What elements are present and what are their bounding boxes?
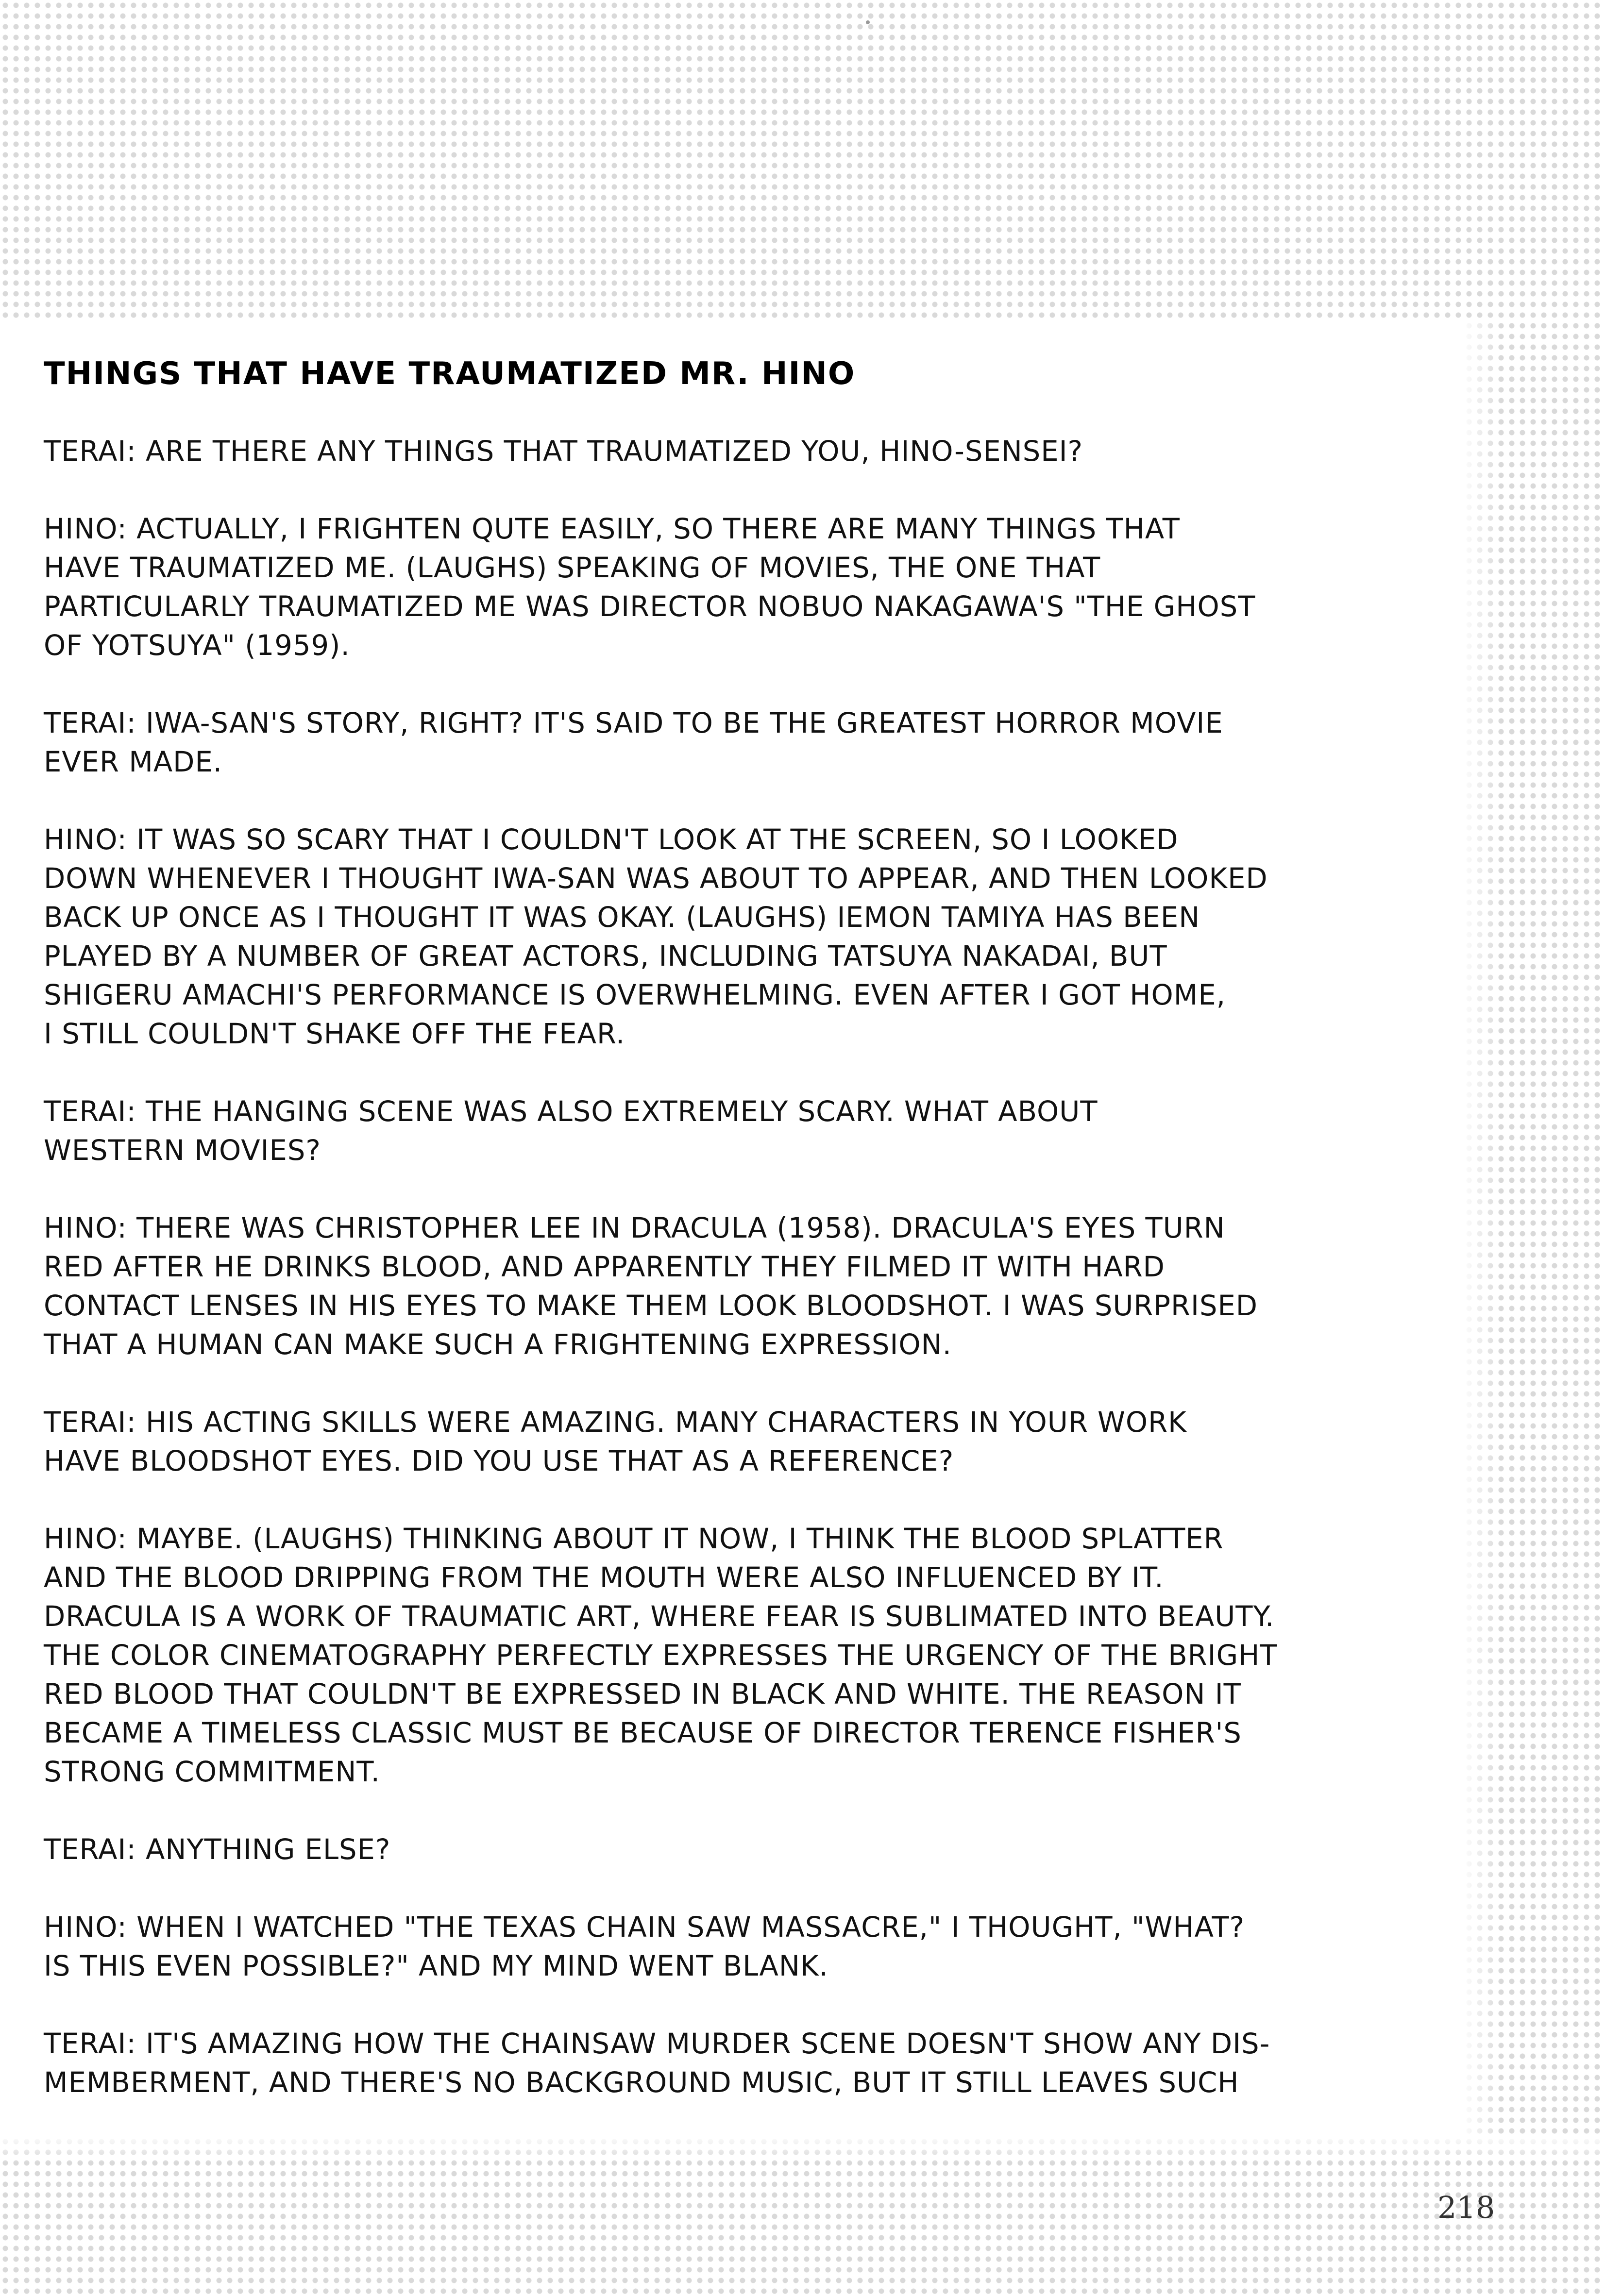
paragraph-hino-4: HINO: MAYBE. (LAUGHS) THINKING ABOUT IT NOW, I THINK THE BLOOD SPLATTER AND THE BLOOD DRIPPING FROM THE MOUTH WERE ALSO INFLUENCED BY IT. DRACULA IS A WORK OF TRAUMATIC ART, WHERE FEAR IS SUBLIMATED INTO BEAUTY. THE COLOR CINEMATOGRAPHY PERFECTLY EXPRESSES THE URGENCY OF THE BRIGHT RED BLOOD THAT COULDN'T BE EXPRESSED IN BLACK AND WHITE. THE REASON IT BECAME A TIMELESS CLASSIC MUST BE BECAUSE OF DIRECTOR TERENCE FISHER'S STRONG COMMITMENT. bbox=[44, 1523, 1278, 1788]
paragraph-terai-6: TERAI: IT'S AMAZING HOW THE CHAINSAW MURDER SCENE DOESN'T SHOW ANY DIS- MEMBERMENT, AND THERE'S NO BACKGROUND MUSIC, BUT IT STILL LEAVES SUCH bbox=[44, 2028, 1270, 2099]
paragraph-hino-3: HINO: THERE WAS CHRISTOPHER LEE IN DRACULA (1958). DRACULA'S EYES TURN RED AFTER HE DRINKS BLOOD, AND APPARENTLY THEY FILMED IT WITH HARD CONTACT LENSES IN HIS EYES TO MAKE THEM LOOK BLOODSHOT. I WAS SURPRISED THAT A HUMAN CAN MAKE SUCH A FRIGHTENING EXPRESSION. bbox=[44, 1212, 1258, 1361]
page-number: 218 bbox=[1437, 2190, 1495, 2225]
paragraph-terai-2: TERAI: IWA-SAN'S STORY, RIGHT? IT'S SAID TO BE THE GREATEST HORROR MOVIE EVER MADE. bbox=[44, 707, 1223, 778]
paragraph-hino-2: HINO: IT WAS SO SCARY THAT I COULDN'T LOOK AT THE SCREEN, SO I LOOKED DOWN WHENEVER I THOUGHT IWA-SAN WAS ABOUT TO APPEAR, AND THEN LOOKED BACK UP ONCE AS I THOUGHT IT WAS OKAY. (LAUGHS) IEMON TAMIYA HAS BEEN PLAYED BY A NUMBER OF GREAT ACTORS, INCLUDING TATSUYA NAKADAI, BUT SHIGERU AMACHI'S PERFORMANCE IS OVERWHELMING. EVEN AFTER I GOT HOME, I STILL COULDN'T SHAKE OFF THE FEAR. bbox=[44, 823, 1268, 1050]
paragraph-hino-1: HINO: ACTUALLY, I FRIGHTEN QUTE EASILY, SO THERE ARE MANY THINGS THAT HAVE TRAUMATIZED ME. (LAUGHS) SPEAKING OF MOVIES, THE ONE THAT PARTICULARLY TRAUMATIZED ME WAS DIRECTOR NOBUO NAKAGAWA'S "THE GHOST OF YOTSUYA" (1959). bbox=[44, 513, 1256, 662]
panel-right-fade bbox=[1462, 320, 1501, 2134]
article bbox=[44, 354, 1442, 2141]
top-edge-mark bbox=[866, 20, 870, 24]
paragraph-terai-5: TERAI: ANYTHING ELSE? bbox=[44, 1833, 391, 1866]
paragraph-terai-3: TERAI: THE HANGING SCENE WAS ALSO EXTREMELY SCARY. WHAT ABOUT WESTERN MOVIES? bbox=[44, 1095, 1098, 1167]
section-heading: THINGS THAT HAVE TRAUMATIZED MR. HINO bbox=[44, 356, 856, 392]
paragraph-hino-5: HINO: WHEN I WATCHED "THE TEXAS CHAIN SAW MASSACRE," I THOUGHT, "WHAT? IS THIS EVEN POSSIBLE?" AND MY MIND WENT BLANK. bbox=[44, 1911, 1245, 1982]
paragraph-terai-4: TERAI: HIS ACTING SKILLS WERE AMAZING. MANY CHARACTERS IN YOUR WORK HAVE BLOODSHOT EYES. DID YOU USE THAT AS A REFERENCE? bbox=[44, 1406, 1187, 1477]
paragraph-terai-1: TERAI: ARE THERE ANY THINGS THAT TRAUMATIZED YOU, HINO-SENSEI? bbox=[44, 435, 1083, 468]
